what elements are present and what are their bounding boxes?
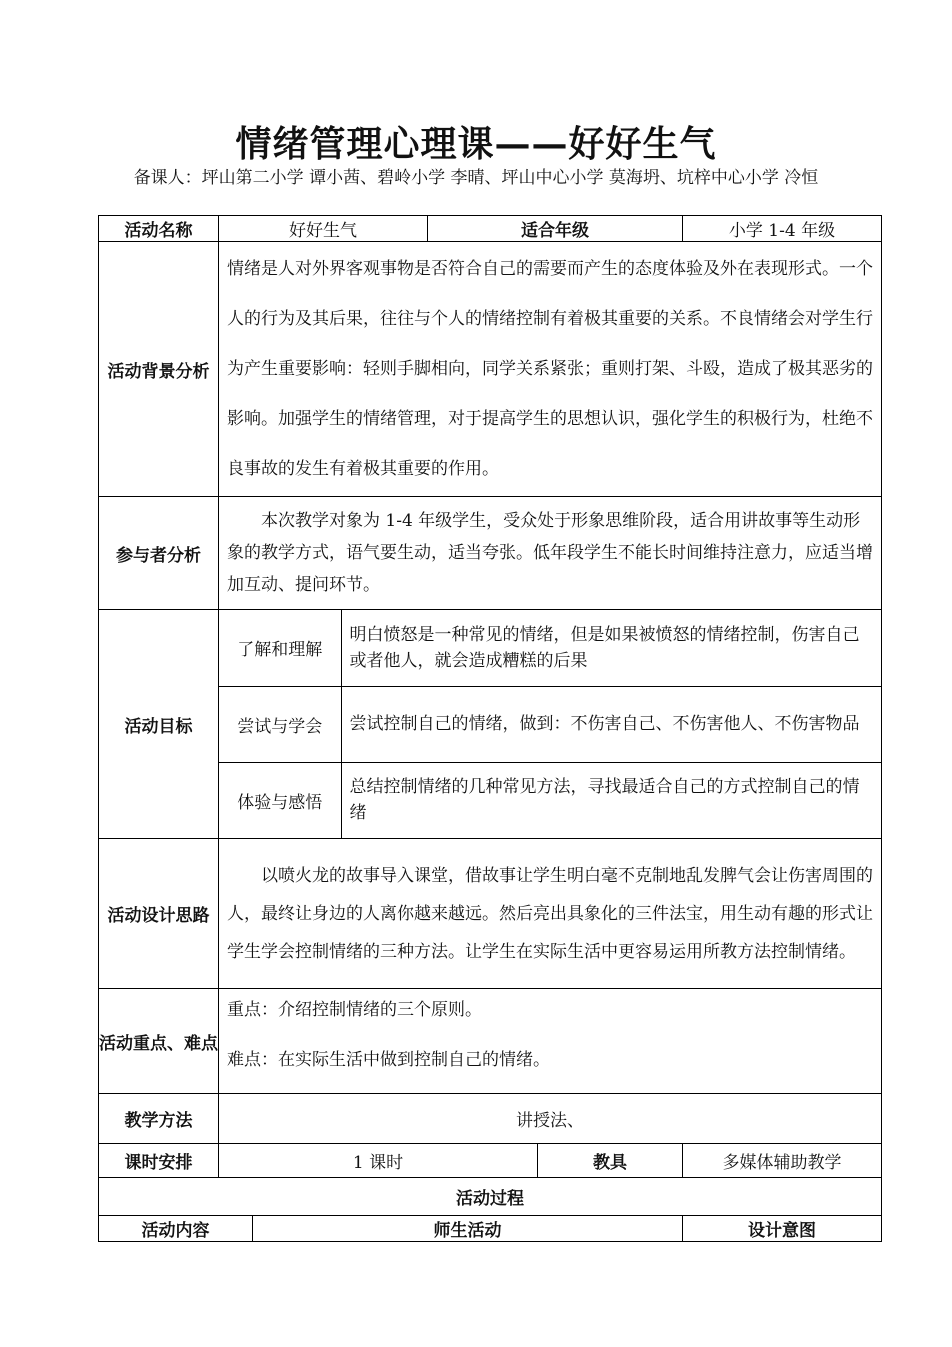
method-value: 讲授法、 [219, 1094, 882, 1144]
tools-label: 教具 [538, 1144, 683, 1178]
difficult-point-text: 难点：在实际生活中做到控制自己的情绪。 [227, 1050, 550, 1070]
goals-label: 活动目标 [99, 610, 219, 839]
goal-sub-label: 了解和理解 [219, 610, 341, 686]
design-label: 活动设计思路 [99, 839, 219, 989]
lesson-plan-table [98, 215, 882, 1242]
document-title: 情绪管理心理课——好好生气 [235, 123, 717, 165]
grade-label: 适合年级 [428, 216, 683, 242]
background-text: 情绪是人对外界客观事物是否符合自己的需要而产生的态度体验及外在表现形式。一个人的行为及其后果，往往与个人的情绪控制有着极其重要的关系。不良情绪会对学生行为产生重要影响：轻则手脚相向，同学关系紧张；重则打架、斗殴，造成了极其恶劣的影响。加强学生的情绪管理，对于提高学生的思想认识，强化学生的积极行为，杜绝不良事故的发生有着极其重要的作用。 [219, 242, 882, 497]
author-line: 备课人：坪山第二小学 谭小茜、碧岭小学 李晴、坪山中心小学 莫海坍、坑梓中心小学 冷恒 [133, 168, 819, 188]
schedule-value: 1 课时 [219, 1144, 538, 1178]
goal-text: 明白愤怒是一种常见的情绪，但是如果被愤怒的情绪控制，伤害自己或者他人，就会造成糟糕的后果 [341, 610, 881, 686]
process-col-content: 活动内容 [99, 1216, 253, 1242]
participants-text: 本次教学对象为 1-4 年级学生，受众处于形象思维阶段，适合用讲故事等生动形象的教学方式，语气要生动，适当夸张。低年段学生不能长时间维持注意力，应适当增加互动、提问环节。 [219, 497, 882, 610]
background-label: 活动背景分析 [99, 242, 219, 497]
tools-value: 多媒体辅助教学 [683, 1144, 882, 1178]
keypoints-cell [219, 989, 882, 1094]
process-col-intent: 设计意图 [683, 1216, 882, 1242]
goal-text: 总结控制情绪的几种常见方法，寻找最适合自己的方式控制自己的情绪 [349, 777, 860, 824]
process-header: 活动过程 [99, 1178, 882, 1216]
process-col-activity: 师生活动 [253, 1216, 683, 1242]
participants-label: 参与者分析 [99, 497, 219, 610]
schedule-label: 课时安排 [99, 1144, 219, 1178]
goals-cell [219, 610, 882, 839]
goal-sub-label: 尝试与学会 [219, 686, 341, 762]
goals-table [219, 610, 881, 838]
goal-text: 尝试控制自己的情绪，做到：不伤害自己、不伤害他人、不伤害物品 [341, 686, 881, 762]
grade-value: 小学 1-4 年级 [683, 216, 882, 242]
method-label: 教学方法 [99, 1094, 219, 1144]
activity-name-value: 好好生气 [219, 216, 428, 242]
design-text: 以喷火龙的故事导入课堂，借故事让学生明白毫不克制地乱发脾气会让伤害周围的人，最终让身边的人离你越来越远。然后亮出具象化的三件法宝，用生动有趣的形式让学生学会控制情绪的三种方法。让学生在实际生活中更容易运用所教方法控制情绪。 [219, 839, 882, 989]
goal-sub-label: 体验与感悟 [219, 762, 341, 838]
keypoints-label: 活动重点、难点 [99, 989, 219, 1094]
activity-name-label: 活动名称 [99, 216, 219, 242]
key-point-text: 重点：介绍控制情绪的三个原则。 [227, 1000, 482, 1020]
